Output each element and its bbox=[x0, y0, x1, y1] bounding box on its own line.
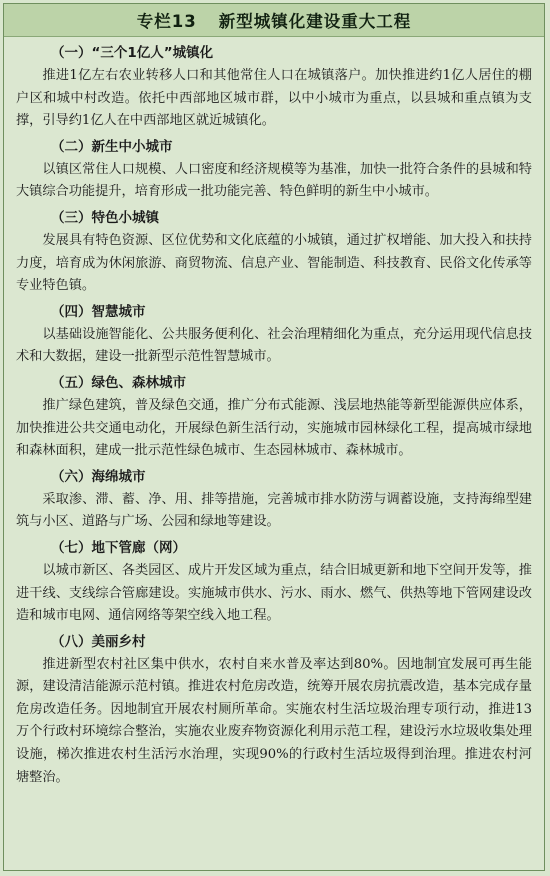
section-heading: （二）新生中小城市 bbox=[51, 138, 173, 155]
section-text: 以城市新区、各类园区、成片开发区域为重点，结合旧城更新和地下空间开发等，推进干线、支线综合管廊建设。实施城市供水、污水、雨水、燃气、供热等地下管网建设改造和城市电网、通信网络等架空线入地工程。 bbox=[16, 562, 532, 624]
section-heading: （三）特色小城镇 bbox=[51, 209, 159, 226]
section bbox=[16, 371, 532, 463]
section bbox=[16, 41, 532, 133]
section-heading: （一）“三个1亿人”城镇化 bbox=[51, 45, 214, 61]
section-heading: （五）绿色、森林城市 bbox=[51, 374, 186, 391]
panel-title-number: 专栏13 bbox=[136, 12, 197, 31]
section-heading: （八）美丽乡村 bbox=[51, 633, 146, 650]
section bbox=[16, 300, 532, 369]
section-text: 发展具有特色资源、区位优势和文化底蕴的小城镇，通过扩权增能、加大投入和扶持力度，培育成为休闲旅游、商贸物流、信息产业、智能制造、科技教育、民俗文化传承等专业特色镇。 bbox=[16, 232, 532, 294]
section bbox=[16, 465, 532, 534]
section-heading: （七）地下管廊（网） bbox=[51, 539, 186, 556]
section bbox=[16, 135, 532, 204]
section-text: 推进1亿左右农业转移人口和其他常住人口在城镇落户。加快推进约1亿人居住的棚户区和城中村改造。依托中西部地区城市群，以中小城市为重点，以县城和重点镇为支撑，引导约1亿人在中西部地区就近城镇化。 bbox=[16, 68, 532, 129]
section bbox=[16, 630, 532, 790]
panel-content bbox=[4, 37, 544, 789]
section-text: 推进新型农村社区集中供水，农村自来水普及率达到80%。因地制宜发展可再生能源，建设清洁能源示范村镇。推进农村危房改造，统筹开展农房抗震改造，基本完成存量危房改造任务。因地制宜开展农村厕所革命。实施农村生活垃圾治理专项行动，推进13万个行政村环境综合整治，实施农业废弃物资源化利用示范工程，建设污水垃圾收集处理设施，梯次推进农村生活污水治理，实现90%的行政村生活垃圾得到治理。推进农村河塘整治。 bbox=[16, 656, 532, 785]
section-heading: （六）海绵城市 bbox=[51, 468, 146, 485]
section-heading: （四）智慧城市 bbox=[51, 303, 146, 320]
section-text: 以基础设施智能化、公共服务便利化、社会治理精细化为重点，充分运用现代信息技术和大数据，建设一批新型示范性智慧城市。 bbox=[16, 326, 532, 365]
section-text: 以镇区常住人口规模、人口密度和经济规模等为基准，加快一批符合条件的县城和特大镇综合功能提升，培育形成一批功能完善、特色鲜明的新生中小城市。 bbox=[16, 161, 532, 200]
section-text: 推广绿色建筑，普及绿色交通，推广分布式能源、浅层地热能等新型能源供应体系，加快推进公共交通电动化，开展绿色新生活行动，实施城市园林绿化工程，提高城市绿地和森林面积，建成一批示范性绿色城市、生态园林城市、森林城市。 bbox=[16, 397, 532, 459]
panel-title-text: 新型城镇化建设重大工程 bbox=[218, 12, 412, 31]
section-text: 采取渗、滞、蓄、净、用、排等措施，完善城市排水防涝与调蓄设施，支持海绵型建筑与小区、道路与广场、公园和绿地等建设。 bbox=[16, 491, 532, 530]
section bbox=[16, 536, 532, 628]
panel-title bbox=[4, 4, 544, 37]
feature-panel bbox=[3, 3, 545, 871]
section bbox=[16, 206, 532, 298]
